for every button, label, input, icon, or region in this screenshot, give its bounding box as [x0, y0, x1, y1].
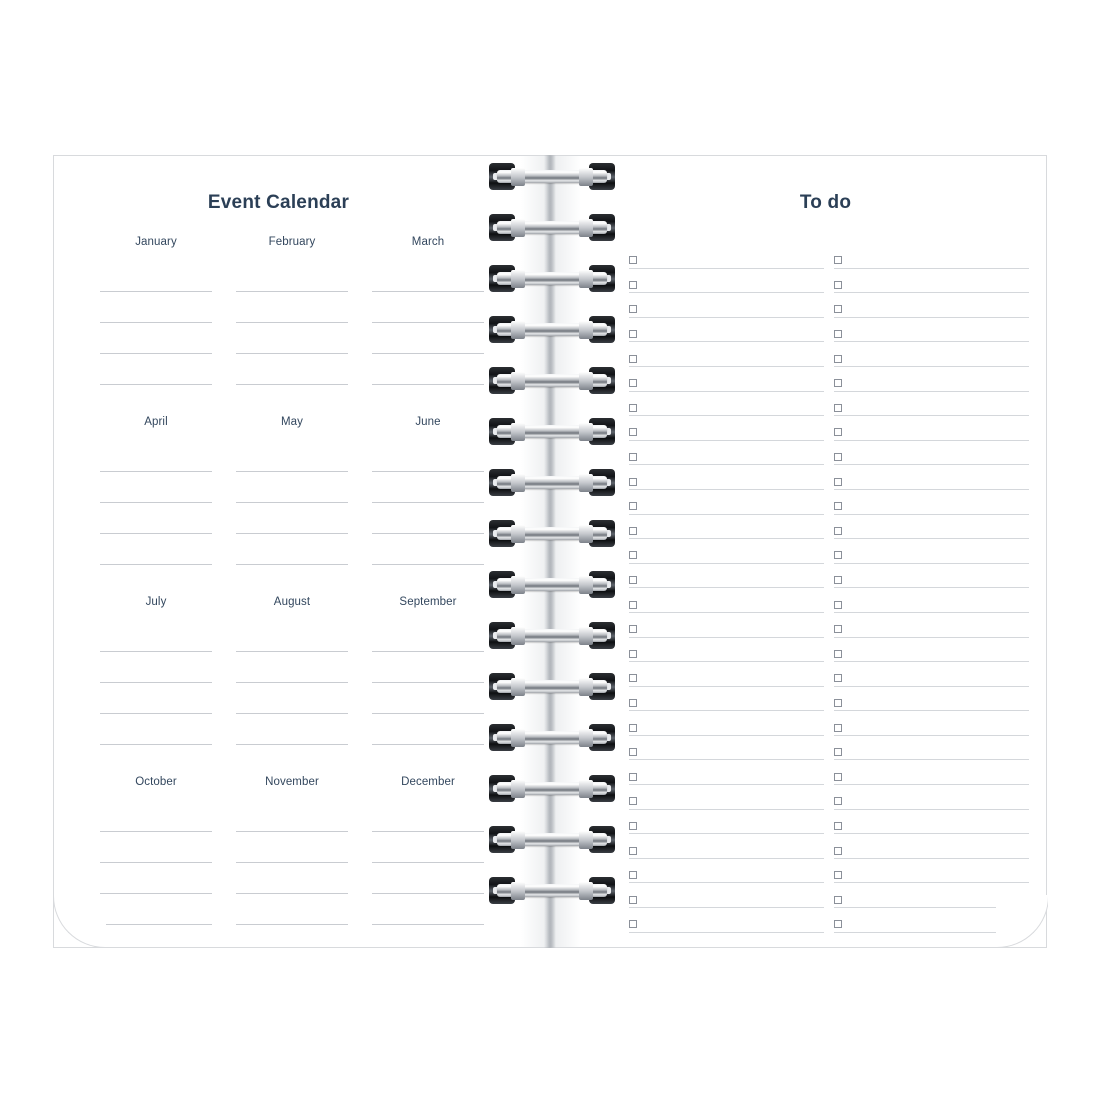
spine-shadow: [544, 155, 556, 948]
month-label: November: [265, 776, 319, 788]
checkbox-icon[interactable]: [834, 527, 842, 535]
month-block-october: [92, 776, 220, 947]
checkbox-icon[interactable]: [834, 920, 842, 928]
checkbox-icon[interactable]: [629, 920, 637, 928]
checkbox-icon[interactable]: [834, 453, 842, 461]
todo-column-left: [629, 244, 824, 933]
writing-line[interactable]: [100, 261, 212, 292]
checkbox-icon[interactable]: [629, 428, 637, 436]
writing-line[interactable]: [372, 354, 484, 385]
writing-line[interactable]: [372, 652, 484, 683]
checkbox-icon[interactable]: [629, 551, 637, 559]
checkbox-icon[interactable]: [834, 822, 842, 830]
checkbox-icon[interactable]: [834, 478, 842, 486]
todo-item[interactable]: [629, 883, 824, 908]
checkbox-icon[interactable]: [629, 724, 637, 732]
todo-item[interactable]: [834, 810, 1029, 835]
checkbox-icon[interactable]: [629, 576, 637, 584]
month-block-january: [92, 236, 220, 416]
todo-item[interactable]: [629, 760, 824, 785]
todo-item[interactable]: [629, 588, 824, 613]
checkbox-icon[interactable]: [834, 699, 842, 707]
todo-list: [629, 244, 1029, 933]
writing-line[interactable]: [100, 503, 212, 534]
todo-item[interactable]: [629, 711, 824, 736]
writing-line[interactable]: [236, 441, 348, 472]
checkbox-icon[interactable]: [629, 773, 637, 781]
writing-line[interactable]: [100, 863, 212, 894]
todo-item[interactable]: [629, 465, 824, 490]
todo-item[interactable]: [629, 515, 824, 540]
checkbox-icon[interactable]: [629, 379, 637, 387]
month-writing-lines[interactable]: [228, 441, 356, 565]
checkbox-icon[interactable]: [629, 305, 637, 313]
writing-line[interactable]: [100, 534, 212, 565]
checkbox-icon[interactable]: [629, 527, 637, 535]
writing-line[interactable]: [236, 801, 348, 832]
todo-item[interactable]: [629, 564, 824, 589]
todo-item[interactable]: [629, 392, 824, 417]
todo-item[interactable]: [629, 367, 824, 392]
writing-line[interactable]: [100, 441, 212, 472]
checkbox-icon[interactable]: [834, 330, 842, 338]
writing-line[interactable]: [100, 832, 212, 863]
month-label: July: [145, 596, 167, 608]
writing-line[interactable]: [372, 863, 484, 894]
todo-column-right: [834, 244, 1029, 933]
page-title-to-do: To do: [799, 192, 852, 213]
todo-item[interactable]: [834, 564, 1029, 589]
right-page-to-do: [551, 156, 1048, 947]
writing-line[interactable]: [236, 534, 348, 565]
writing-line[interactable]: [236, 503, 348, 534]
month-label: February: [268, 236, 316, 248]
checkbox-icon[interactable]: [629, 625, 637, 633]
checkbox-icon[interactable]: [629, 748, 637, 756]
todo-item[interactable]: [629, 342, 824, 367]
todo-item[interactable]: [834, 293, 1029, 318]
month-block-june: [364, 416, 492, 596]
todo-item[interactable]: [629, 539, 824, 564]
month-writing-lines[interactable]: [92, 261, 220, 385]
writing-line[interactable]: [372, 292, 484, 323]
todo-item[interactable]: [834, 760, 1029, 785]
writing-line[interactable]: [100, 292, 212, 323]
month-label: August: [273, 596, 311, 608]
checkbox-icon[interactable]: [834, 896, 842, 904]
todo-item[interactable]: [834, 662, 1029, 687]
writing-line[interactable]: [236, 261, 348, 292]
todo-item[interactable]: [834, 785, 1029, 810]
todo-item[interactable]: [834, 908, 1029, 933]
todo-item[interactable]: [629, 269, 824, 294]
writing-line[interactable]: [372, 534, 484, 565]
month-label: April: [144, 416, 168, 428]
todo-item[interactable]: [629, 736, 824, 761]
checkbox-icon[interactable]: [629, 502, 637, 510]
checkbox-icon[interactable]: [629, 478, 637, 486]
todo-item[interactable]: [629, 638, 824, 663]
todo-item[interactable]: [834, 392, 1029, 417]
month-block-february: [228, 236, 356, 416]
writing-line[interactable]: [372, 441, 484, 472]
todo-item[interactable]: [834, 416, 1029, 441]
writing-line[interactable]: [236, 323, 348, 354]
writing-line[interactable]: [372, 261, 484, 292]
writing-line[interactable]: [100, 683, 212, 714]
checkbox-icon[interactable]: [834, 502, 842, 510]
month-writing-lines[interactable]: [364, 261, 492, 385]
todo-item[interactable]: [629, 859, 824, 884]
todo-item[interactable]: [834, 736, 1029, 761]
writing-line[interactable]: [372, 801, 484, 832]
checkbox-icon[interactable]: [834, 625, 842, 633]
month-writing-lines[interactable]: [92, 801, 220, 925]
writing-line[interactable]: [372, 323, 484, 354]
month-block-april: [92, 416, 220, 596]
todo-item[interactable]: [834, 539, 1029, 564]
checkbox-icon[interactable]: [629, 330, 637, 338]
todo-item[interactable]: [629, 441, 824, 466]
todo-item[interactable]: [834, 883, 1029, 908]
todo-item[interactable]: [834, 515, 1029, 540]
writing-line[interactable]: [236, 894, 348, 925]
month-writing-lines[interactable]: [364, 801, 492, 925]
checkbox-icon[interactable]: [834, 601, 842, 609]
month-block-july: [92, 596, 220, 776]
writing-line[interactable]: [236, 472, 348, 503]
checkbox-icon[interactable]: [629, 453, 637, 461]
checkbox-icon[interactable]: [629, 355, 637, 363]
writing-line[interactable]: [100, 354, 212, 385]
todo-item[interactable]: [834, 342, 1029, 367]
month-label: January: [135, 236, 177, 248]
writing-line[interactable]: [100, 652, 212, 683]
writing-line[interactable]: [236, 621, 348, 652]
writing-line[interactable]: [236, 832, 348, 863]
writing-line[interactable]: [100, 472, 212, 503]
todo-item[interactable]: [629, 416, 824, 441]
todo-item[interactable]: [629, 244, 824, 269]
todo-item[interactable]: [834, 859, 1029, 884]
checkbox-icon[interactable]: [834, 650, 842, 658]
checkbox-icon[interactable]: [834, 576, 842, 584]
month-label: December: [401, 776, 455, 788]
todo-item[interactable]: [629, 908, 824, 933]
page-title-event-calendar: Event Calendar: [207, 192, 350, 213]
checkbox-icon[interactable]: [629, 871, 637, 879]
todo-item[interactable]: [834, 490, 1029, 515]
month-writing-lines[interactable]: [92, 621, 220, 745]
writing-line[interactable]: [236, 683, 348, 714]
writing-line[interactable]: [372, 472, 484, 503]
todo-item[interactable]: [834, 613, 1029, 638]
month-block-november: [228, 776, 356, 947]
todo-item[interactable]: [629, 687, 824, 712]
month-writing-lines[interactable]: [228, 261, 356, 385]
todo-item[interactable]: [629, 810, 824, 835]
month-label: June: [415, 416, 441, 428]
checkbox-icon[interactable]: [834, 748, 842, 756]
month-block-december: [364, 776, 492, 947]
checkbox-icon[interactable]: [629, 896, 637, 904]
todo-item[interactable]: [629, 785, 824, 810]
checkbox-icon[interactable]: [834, 305, 842, 313]
month-writing-lines[interactable]: [92, 441, 220, 565]
writing-line[interactable]: [236, 652, 348, 683]
writing-line[interactable]: [372, 894, 484, 925]
checkbox-icon[interactable]: [629, 404, 637, 412]
month-writing-lines[interactable]: [364, 441, 492, 565]
todo-item[interactable]: [834, 269, 1029, 294]
checkbox-icon[interactable]: [834, 847, 842, 855]
month-block-march: [364, 236, 492, 416]
writing-line[interactable]: [372, 621, 484, 652]
todo-item[interactable]: [834, 687, 1029, 712]
checkbox-icon[interactable]: [629, 281, 637, 289]
month-writing-lines[interactable]: [228, 801, 356, 925]
months-grid: [92, 236, 492, 947]
checkbox-icon[interactable]: [629, 699, 637, 707]
todo-item[interactable]: [834, 318, 1029, 343]
month-writing-lines[interactable]: [228, 621, 356, 745]
checkbox-icon[interactable]: [629, 650, 637, 658]
checkbox-icon[interactable]: [834, 281, 842, 289]
writing-line[interactable]: [236, 863, 348, 894]
writing-line[interactable]: [372, 503, 484, 534]
writing-line[interactable]: [236, 292, 348, 323]
todo-item[interactable]: [834, 465, 1029, 490]
todo-item[interactable]: [834, 441, 1029, 466]
month-block-august: [228, 596, 356, 776]
checkbox-icon[interactable]: [629, 822, 637, 830]
checkbox-icon[interactable]: [834, 773, 842, 781]
writing-line[interactable]: [372, 714, 484, 745]
checkbox-icon[interactable]: [629, 674, 637, 682]
month-block-september: [364, 596, 492, 776]
month-label: October: [135, 776, 177, 788]
checkbox-icon[interactable]: [834, 551, 842, 559]
checkbox-icon[interactable]: [834, 355, 842, 363]
writing-line[interactable]: [100, 323, 212, 354]
writing-line[interactable]: [372, 832, 484, 863]
checkbox-icon[interactable]: [834, 797, 842, 805]
todo-item[interactable]: [834, 711, 1029, 736]
month-writing-lines[interactable]: [364, 621, 492, 745]
todo-item[interactable]: [834, 244, 1029, 269]
checkbox-icon[interactable]: [629, 797, 637, 805]
todo-item[interactable]: [629, 662, 824, 687]
month-label: May: [280, 416, 304, 428]
writing-line[interactable]: [236, 714, 348, 745]
month-label: September: [399, 596, 457, 608]
left-page-event-calendar: [54, 156, 551, 947]
writing-line[interactable]: [100, 894, 212, 925]
checkbox-icon[interactable]: [629, 601, 637, 609]
writing-line[interactable]: [100, 621, 212, 652]
writing-line[interactable]: [372, 683, 484, 714]
todo-item[interactable]: [834, 834, 1029, 859]
todo-item[interactable]: [834, 638, 1029, 663]
checkbox-icon[interactable]: [834, 871, 842, 879]
checkbox-icon[interactable]: [834, 404, 842, 412]
checkbox-icon[interactable]: [834, 428, 842, 436]
todo-item[interactable]: [629, 293, 824, 318]
todo-item[interactable]: [834, 588, 1029, 613]
todo-item[interactable]: [629, 490, 824, 515]
writing-line[interactable]: [236, 354, 348, 385]
checkbox-icon[interactable]: [834, 379, 842, 387]
writing-line[interactable]: [100, 801, 212, 832]
checkbox-icon[interactable]: [834, 724, 842, 732]
month-label: March: [411, 236, 445, 248]
checkbox-icon[interactable]: [834, 674, 842, 682]
writing-line[interactable]: [100, 714, 212, 745]
month-block-may: [228, 416, 356, 596]
todo-item[interactable]: [629, 318, 824, 343]
todo-item[interactable]: [629, 834, 824, 859]
todo-item[interactable]: [834, 367, 1029, 392]
checkbox-icon[interactable]: [629, 847, 637, 855]
checkbox-icon[interactable]: [629, 256, 637, 264]
checkbox-icon[interactable]: [834, 256, 842, 264]
todo-item[interactable]: [629, 613, 824, 638]
